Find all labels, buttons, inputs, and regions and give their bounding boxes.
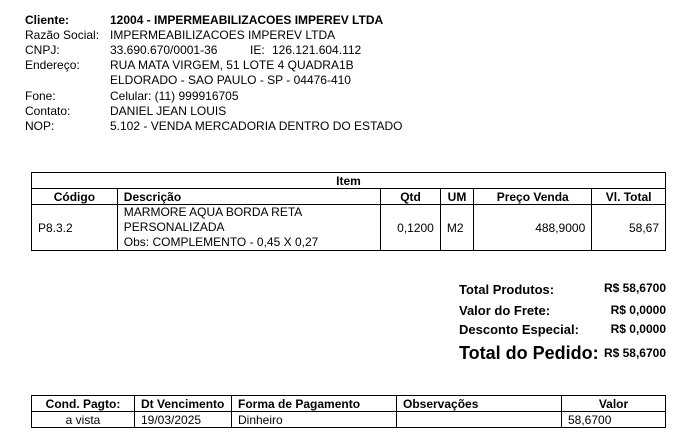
total-produtos-value: R$ 58,6700	[603, 281, 666, 295]
col-header-total: Vl. Total	[592, 189, 666, 205]
total-pedido-label: Total do Pedido:	[459, 343, 599, 363]
nop-label: NOP:	[25, 119, 55, 133]
col-header-preco: Preço Venda	[474, 189, 592, 205]
items-table-title: Item	[32, 173, 666, 189]
contato-value: DANIEL JEAN LOUIS	[110, 104, 227, 118]
frete-value: R$ 0,0000	[610, 303, 666, 317]
pay-cell-obs	[397, 412, 562, 428]
desc-line-2: PERSONALIZADA	[123, 220, 225, 234]
total-produtos-label: Total Produtos:	[459, 282, 555, 297]
ie-label: IE:	[250, 43, 265, 57]
nop-value: 5.102 - VENDA MERCADORIA DENTRO DO ESTADO	[110, 119, 403, 133]
pay-header-forma: Forma de Pagamento	[232, 396, 397, 412]
table-row	[32, 205, 666, 251]
cell-um: M2	[440, 205, 473, 251]
table-row	[32, 412, 666, 428]
pay-cell-venc: 19/03/2025	[135, 412, 232, 428]
endereco-line-2: ELDORADO - SAO PAULO - SP - 04476-410	[110, 73, 351, 87]
col-header-qtd: Qtd	[381, 189, 441, 205]
col-header-codigo: Código	[32, 189, 118, 205]
col-header-descricao: Descrição	[117, 189, 380, 205]
fone-value: Celular: (11) 999916705	[110, 89, 239, 103]
desc-obs: Obs: COMPLEMENTO - 0,45 X 0,27	[123, 235, 319, 249]
ie-value: 126.121.604.112	[272, 43, 362, 57]
pay-header-venc: Dt Vencimento	[135, 396, 232, 412]
cell-descricao	[117, 205, 380, 251]
client-value: 12004 - IMPERMEABILIZACOES IMPEREV LTDA	[110, 13, 384, 27]
pay-header-cond: Cond. Pagto:	[32, 396, 135, 412]
payment-table	[31, 395, 666, 428]
col-header-um: UM	[440, 189, 473, 205]
pay-header-valor: Valor	[562, 396, 666, 412]
cnpj-value: 33.690.670/0001-36	[110, 43, 218, 57]
endereco-line-1: RUA MATA VIRGEM, 51 LOTE 4 QUADRA1B	[110, 58, 354, 72]
desconto-value: R$ 0,0000	[610, 322, 666, 336]
pay-cell-valor: 58,6700	[562, 412, 666, 428]
endereco-label: Endereço:	[25, 58, 80, 72]
desconto-label: Desconto Especial:	[459, 322, 579, 337]
cell-qtd: 0,1200	[381, 205, 441, 251]
cell-preco: 488,9000	[474, 205, 592, 251]
razao-value: IMPERMEABILIZACOES IMPEREV LTDA	[110, 28, 336, 42]
fone-label: Fone:	[25, 89, 56, 103]
client-label: Cliente:	[25, 13, 70, 27]
desc-line-1: MARMORE AQUA BORDA RETA	[123, 205, 303, 219]
razao-label: Razão Social:	[25, 28, 100, 42]
pay-header-obs: Observações	[397, 396, 562, 412]
pay-cell-cond: a vista	[32, 412, 135, 428]
pay-cell-forma: Dinheiro	[232, 412, 397, 428]
contato-label: Contato:	[25, 104, 71, 118]
cell-codigo: P8.3.2	[32, 205, 118, 251]
total-pedido-value: R$ 58,6700	[603, 346, 666, 360]
cnpj-label: CNPJ:	[25, 43, 60, 57]
cell-total: 58,67	[592, 205, 666, 251]
frete-label: Valor do Frete:	[459, 303, 551, 318]
items-table	[31, 172, 666, 251]
